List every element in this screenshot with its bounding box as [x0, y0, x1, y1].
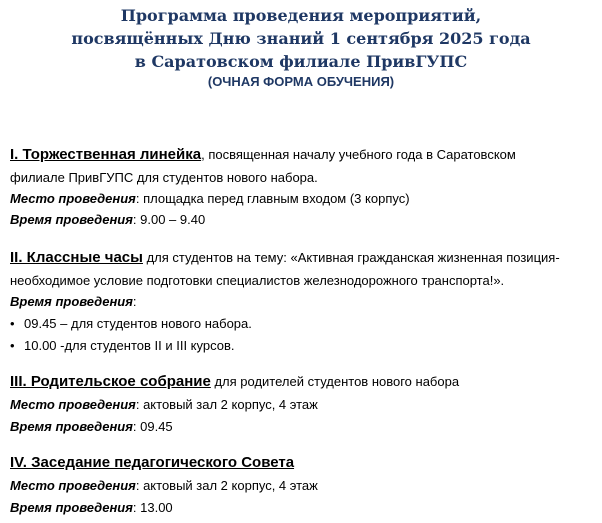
section-3-time-label: Время проведения	[10, 419, 133, 434]
section-3-heading: III. Родительское собрание	[10, 373, 211, 390]
section-2-heading: II. Классные часы	[10, 249, 143, 266]
bullet-icon: •	[10, 338, 15, 353]
section-4-time-label: Время проведения	[10, 500, 133, 515]
section-3-time-value: : 09.45	[132, 419, 173, 434]
bullet-icon: •	[10, 316, 15, 331]
section-4-time-value: : 13.00	[132, 500, 173, 515]
document-header	[0, 4, 602, 91]
section-1-heading-line	[10, 146, 516, 164]
section-1-place-value: : площадка перед главным входом (3 корпус)	[135, 191, 410, 206]
section-2-text-2: необходимое условие подготовки специалистов железнодорожного транспорта!».	[10, 273, 505, 288]
section-2-time-line	[10, 293, 137, 311]
list-item	[10, 315, 252, 333]
section-2-heading-line	[10, 249, 560, 267]
section-2-text-1: для студентов на тему: «Активная гражданская жизненная позиция-	[142, 250, 560, 265]
section-1-text-2: филиале ПривГУПС для студентов нового набора.	[10, 170, 318, 185]
section-2-time-label: Время проведения	[10, 294, 133, 309]
section-1-heading: I. Торжественная линейка	[10, 146, 202, 163]
section-3-time-line	[10, 418, 173, 436]
section-3-text-1: для родителей студентов нового набора	[210, 374, 460, 389]
section-2-text-line-2	[10, 272, 504, 290]
section-4-place-value: : актовый зал 2 корпус, 4 этаж	[135, 478, 318, 493]
subtitle: (ОЧНАЯ ФОРМА ОБУЧЕНИЯ)	[207, 74, 395, 89]
section-4-time-line	[10, 499, 173, 517]
section-1-time-line	[10, 211, 205, 229]
section-3-place-line	[10, 396, 318, 414]
section-3-heading-line	[10, 373, 459, 391]
section-2-time-value: :	[132, 294, 137, 309]
section-1-text-1: , посвященная началу учебного года в Саратовском	[201, 147, 516, 162]
section-1-place-label: Место проведения	[10, 191, 136, 206]
section-4-place-line	[10, 477, 318, 495]
title-line-2: посвящённых Дню знаний 1 сентября 2025 года	[71, 29, 531, 48]
title-line-3: в Саратовском филиале ПривГУПС	[134, 52, 468, 71]
section-3-place-value: : актовый зал 2 корпус, 4 этаж	[135, 397, 318, 412]
section-3-place-label: Место проведения	[10, 397, 136, 412]
section-2-bullet-2: 10.00 -для студентов II и III курсов.	[24, 338, 235, 353]
section-1-time-value: : 9.00 – 9.40	[132, 212, 206, 227]
list-item	[10, 337, 234, 355]
section-1-text-line-2	[10, 169, 318, 187]
section-1-time-label: Время проведения	[10, 212, 133, 227]
title-line-1: Программа проведения мероприятий,	[120, 6, 482, 25]
section-2-bullet-1: 09.45 – для студентов нового набора.	[24, 316, 252, 331]
section-4-heading: IV. Заседание педагогического Совета	[10, 454, 295, 471]
section-4-heading-line	[10, 454, 294, 472]
section-4-place-label: Место проведения	[10, 478, 136, 493]
section-1-place-line	[10, 190, 410, 208]
